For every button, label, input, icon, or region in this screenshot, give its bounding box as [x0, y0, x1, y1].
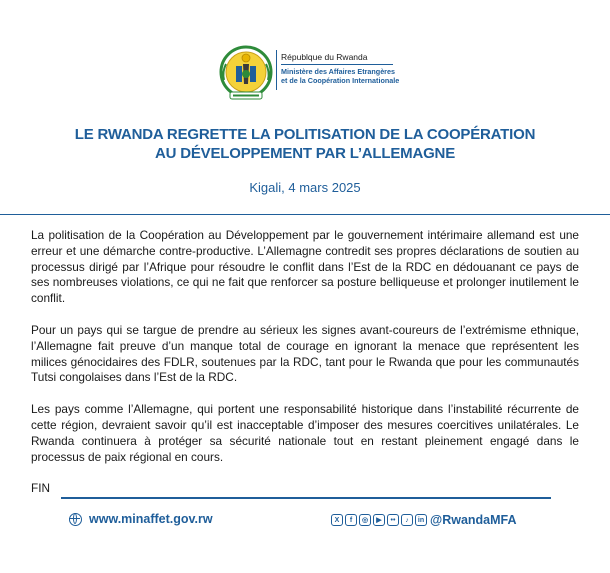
- fin-marker: FIN: [31, 481, 51, 496]
- facebook-icon[interactable]: f: [345, 514, 357, 526]
- social-block: [331, 513, 517, 527]
- globe-icon: [69, 513, 82, 526]
- x-icon[interactable]: X: [331, 514, 343, 526]
- youtube-icon[interactable]: ▶: [373, 514, 385, 526]
- letterhead-divider: [276, 50, 277, 90]
- social-handle[interactable]: @RwandaMFA: [430, 513, 517, 527]
- organization-block: [281, 52, 399, 85]
- tiktok-icon[interactable]: ♪: [401, 514, 413, 526]
- footer: [0, 512, 610, 534]
- rwanda-coat-of-arms-icon: [218, 44, 274, 104]
- title-line-1: LE RWANDA REGRETTE LA POLITISATION DE LA COOPÉRATION: [74, 126, 536, 143]
- title-line-2: AU DÉVELOPPEMENT PAR L’ALLEMAGNE: [154, 145, 455, 162]
- org-rule: [281, 64, 393, 65]
- dateline: Kigali, 4 mars 2025: [249, 180, 361, 195]
- ministry-line-2: et de la Coopération Internationale: [281, 76, 400, 85]
- paragraph-1: La politisation de la Coopération au Développement par le gouvernement intérimaire allemand est une erreur et une démarche contre-productive. L’Allemagne contredit ses propres déclarations de soutien au processus dirigé par l’Afrique pour résoudre le conflit dans l’Est de la RDC en dédouanant ce pays de ses nombreuses violations, ce qui ne fait que renforcer sa posture belliqueuse et prolonger inutilement le conflit.: [31, 228, 579, 306]
- letterhead: [0, 40, 610, 110]
- ministry-line-1: Ministère des Affaires Etrangères: [281, 67, 395, 76]
- flickr-icon[interactable]: ••: [387, 514, 399, 526]
- instagram-icon[interactable]: ◎: [359, 514, 371, 526]
- press-release-body: [31, 228, 579, 513]
- paragraph-3: Les pays comme l’Allemagne, qui portent une responsabilité historique dans l’instabilité récurrente de cette région, devraient savoir qu’il est inacceptable d’imposer des mesures coercitives unilatérales. Le Rwanda continuera à protéger sa sécurité nationale tout en restant pleinement engagé dans le processus de paix régional en cours.: [31, 402, 579, 464]
- linkedin-icon[interactable]: in: [415, 514, 427, 526]
- website-block[interactable]: [69, 512, 213, 526]
- footer-rule: [61, 497, 551, 499]
- website-link[interactable]: www.minaffet.gov.rw: [89, 512, 213, 526]
- header-rule: [0, 214, 610, 215]
- republic-label: Républque du Rwanda: [281, 52, 368, 62]
- paragraph-2: Pour un pays qui se targue de prendre au sérieux les signes avant-coureurs de l’extrémisme ethnique, l’Allemagne fait preuve d’un manque total de courage en ignorant la menace que représentent les milices génocidaires des FDLR, soutenues par la RDC, tant pour le Rwanda que pour les communautés Tutsi congolaises dans l’Est de la RDC.: [31, 322, 579, 385]
- press-release-title: [0, 125, 610, 163]
